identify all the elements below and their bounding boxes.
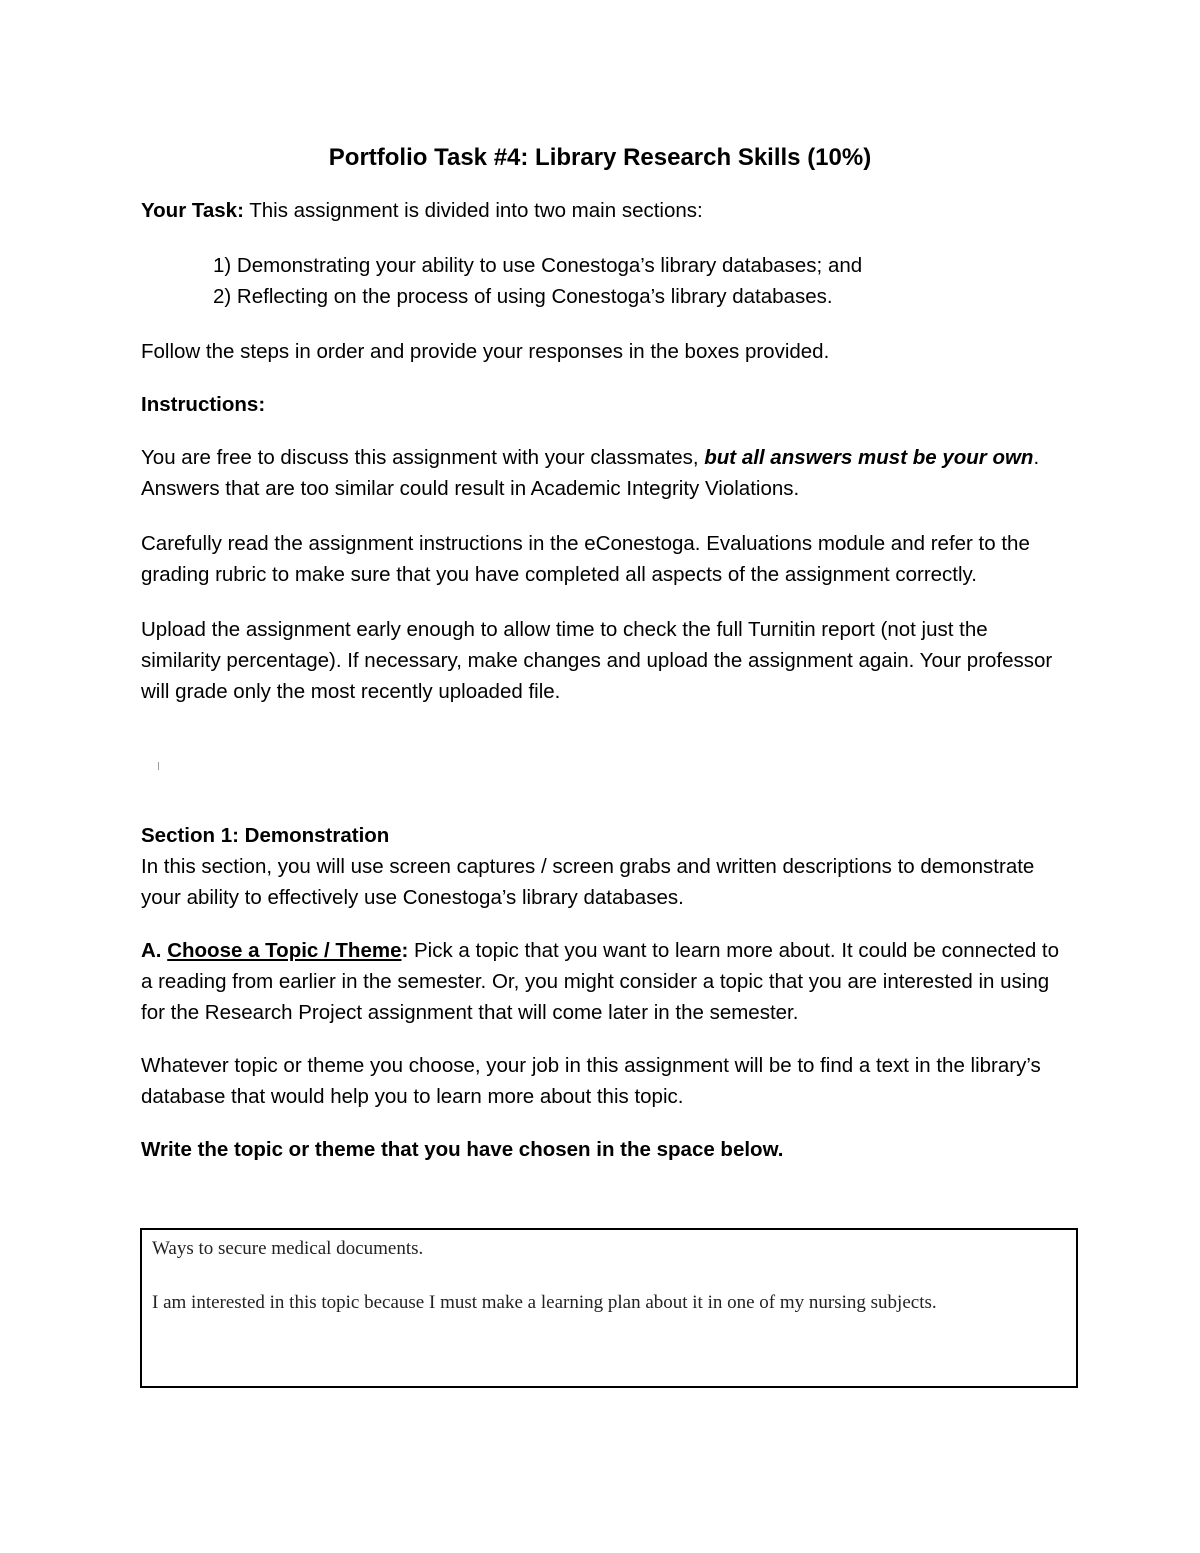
task-label: Your Task: [141, 199, 244, 222]
step-item-2: 2) Reflecting on the process of using Conestoga’s library databases. [213, 285, 833, 308]
whatever-paragraph: Whatever topic or theme you choose, your job in this assignment will be to find a text in the library’s database that would help you to learn more about this topic. [141, 1054, 1041, 1108]
instructions-p1-start: You are free to discuss this assignment with your classmates, [141, 446, 705, 469]
answer-line-1: Ways to secure medical documents. [152, 1238, 424, 1259]
instructions-paragraph-2: Carefully read the assignment instructions in the eConestoga. Evaluations module and refer to the grading rubric to make sure that you have completed all aspects of the assignment correctly. [141, 532, 1030, 586]
task-text: This assignment is divided into two main sections: [243, 199, 703, 222]
part-a-colon: : [401, 939, 409, 962]
topic-answer-box[interactable] [140, 1228, 1078, 1388]
part-a-text: Pick a topic that you want to learn more about. It could be connected to a reading from earlier in the semester. Or, you might consider a topic that you are interested in using for the Research Project assignment that will come later in the semester. [141, 939, 1060, 1024]
part-a-paragraph [141, 935, 1061, 1028]
instructions-paragraph-3: Upload the assignment early enough to allow time to check the full Turnitin report (not just the similarity percentage). If necessary, make changes and upload the assignment again. Your professor will grade only the most recently uploaded file. [141, 618, 1053, 703]
step-item-1: 1) Demonstrating your ability to use Conestoga’s library databases; and [213, 254, 863, 277]
part-a-prefix: A. [141, 939, 168, 962]
answer-line-2: I am interested in this topic because I must make a learning plan about it in one of my nursing subjects. [152, 1292, 937, 1313]
stray-mark [158, 762, 159, 770]
page-title: Portfolio Task #4: Library Research Skills (10%) [328, 144, 872, 171]
section-1 [141, 820, 1061, 1165]
intro-content [141, 195, 1061, 707]
instructions-p1-end: . Answers that are too similar could result in Academic Integrity Violations. [141, 446, 1040, 500]
instructions-paragraph-1 [141, 442, 1061, 504]
instructions-p1-emphasis: but all answers must be your own [704, 446, 1034, 469]
topic-prompt: Write the topic or theme that you have chosen in the space below. [141, 1138, 784, 1161]
part-a-label: Choose a Topic / Theme [167, 939, 402, 962]
steps-list [141, 250, 1061, 312]
section-1-heading: Section 1: Demonstration [141, 824, 390, 847]
instructions-heading: Instructions: [141, 393, 266, 416]
section-1-intro: In this section, you will use screen captures / screen grabs and written descriptions to demonstrate your ability to effectively use Conestoga’s library databases. [141, 855, 1035, 909]
follow-paragraph: Follow the steps in order and provide your responses in the boxes provided. [141, 340, 830, 363]
task-paragraph [141, 195, 1061, 226]
